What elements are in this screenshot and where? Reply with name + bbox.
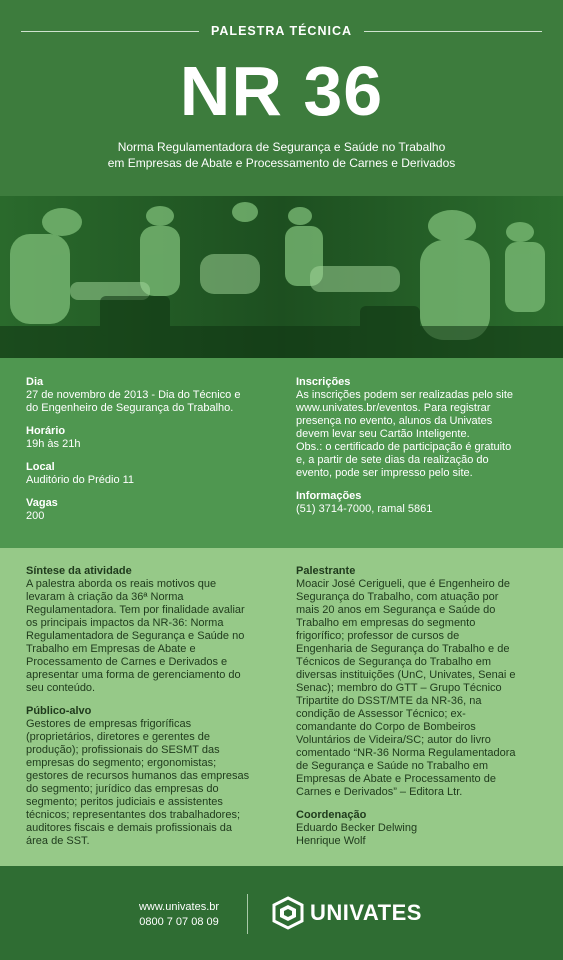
vagas-block [26, 497, 276, 523]
subtitle-line: Norma Regulamentadora de Segurança e Saúde no Trabalho [117, 140, 446, 154]
workers-photo [0, 196, 563, 358]
divider [247, 894, 248, 934]
eyebrow-row [0, 24, 563, 38]
inscricoes-label: Inscrições [296, 376, 351, 388]
publico-label: Público-alvo [26, 705, 92, 717]
workers-photo-image [0, 196, 563, 358]
phone-number: 0800 7 07 08 09 [139, 916, 219, 928]
brand-name: UNIVATES [310, 900, 422, 925]
univates-logo-icon [270, 896, 306, 930]
divider [21, 31, 199, 32]
palestrante-value: Moacir José Cerigueli, que é Engenheiro de Segurança do Trabalho, com atuação por mais 20 anos em Segurança e Saúde do Trabalho em empresas do segmento frigorífico; professor de cursos de Engenharia de Segurança do Trabalho e de Técnicos de Segurança do Trabalho em diversas instituições (UnC, Univates, Senai e Senac); membro do GTT – Grupo Técnico Tripartite do DSST/MTE da NR-36, na condição de Assessor Técnico; ex- comandante do Corpo de Bombeiros Voluntários de Videira/SC; autor do livro comentado “NR-36 Norma Regulamentadora de Segurança e Saúde no Trabalho em Empresas de Abate e Processamento de Carnes e Derivados” – Editora Ltr. [296, 578, 516, 798]
coordenacao-label: Coordenação [296, 809, 367, 821]
inscricoes-block [296, 376, 546, 480]
sintese-value: A palestra aborda os reais motivos que levaram à criação da 36ª Norma Regulamentadora. Tem por finalidade avaliar os principais impactos da NR-36: Norma Regulamentadora de Segurança e Saúde no Trabalho em Empresas de Abate e Processamento de Carnes e Derivados e apresentar uma forma de gerenciamento do seu conteúdo. [26, 578, 245, 694]
publico-value: Gestores de empresas frigoríficas (proprietários, diretores e gerentes de produção); profissionais do SESMT das empresas do segmento; ergonomistas; gestores de recursos humanos das empresas do segmento; jurídico das empresas do segmento; peritos judiciais e assistentes técnicos; representantes dos trabalhadores; auditores fiscais e demais profissionais da área de SST. [26, 718, 250, 847]
divider [364, 31, 542, 32]
horario-label: Horário [26, 425, 66, 437]
header [0, 0, 563, 196]
horario-value: 19h às 21h [26, 438, 81, 450]
univates-logo [270, 896, 422, 930]
inscricoes-value: As inscrições podem ser realizadas pelo site www.univates.br/eventos. Para registrar presença no evento, alunos da Univates devem levar seu Cartão Inteligente. Obs.: o certificado de participação é gratuito e, a partir de sete dias da realização do evento, pode ser impresso pelo site. [296, 389, 514, 479]
website-link[interactable]: www.univates.br [138, 901, 220, 913]
event-details [0, 548, 563, 866]
footer [0, 866, 563, 960]
event-details-left [26, 565, 276, 858]
local-label: Local [26, 461, 55, 473]
page-title: NR 36 [179, 52, 384, 130]
informacoes-block [296, 490, 546, 516]
coordenacao-block [296, 809, 546, 848]
palestrante-label: Palestrante [296, 565, 356, 577]
footer-contact [120, 900, 238, 930]
dia-label: Dia [26, 376, 44, 388]
vagas-label: Vagas [26, 497, 58, 509]
publico-block [26, 705, 276, 848]
palestrante-block [296, 565, 546, 799]
subtitle-line: em Empresas de Abate e Processamento de Carnes e Derivados [107, 156, 456, 170]
informacoes-value: (51) 3714-7000, ramal 5861 [296, 503, 433, 515]
sintese-block [26, 565, 276, 695]
coordenacao-value: Eduardo Becker Delwing Henrique Wolf [296, 822, 418, 847]
sintese-label: Síntese da atividade [26, 565, 132, 577]
subtitle [0, 139, 563, 171]
event-info-left [26, 376, 276, 533]
event-details-right [296, 565, 546, 858]
horario-block [26, 425, 276, 451]
eyebrow-label: PALESTRA TÉCNICA [211, 24, 352, 38]
local-block [26, 461, 276, 487]
event-info-right [296, 376, 546, 526]
dia-value: 27 de novembro de 2013 - Dia do Técnico e do Engenheiro de Segurança do Trabalho. [26, 389, 241, 414]
event-info [0, 358, 563, 548]
informacoes-label: Informações [296, 490, 362, 502]
dia-block [26, 376, 276, 415]
vagas-value: 200 [26, 510, 45, 522]
local-value: Auditório do Prédio 11 [26, 474, 135, 486]
